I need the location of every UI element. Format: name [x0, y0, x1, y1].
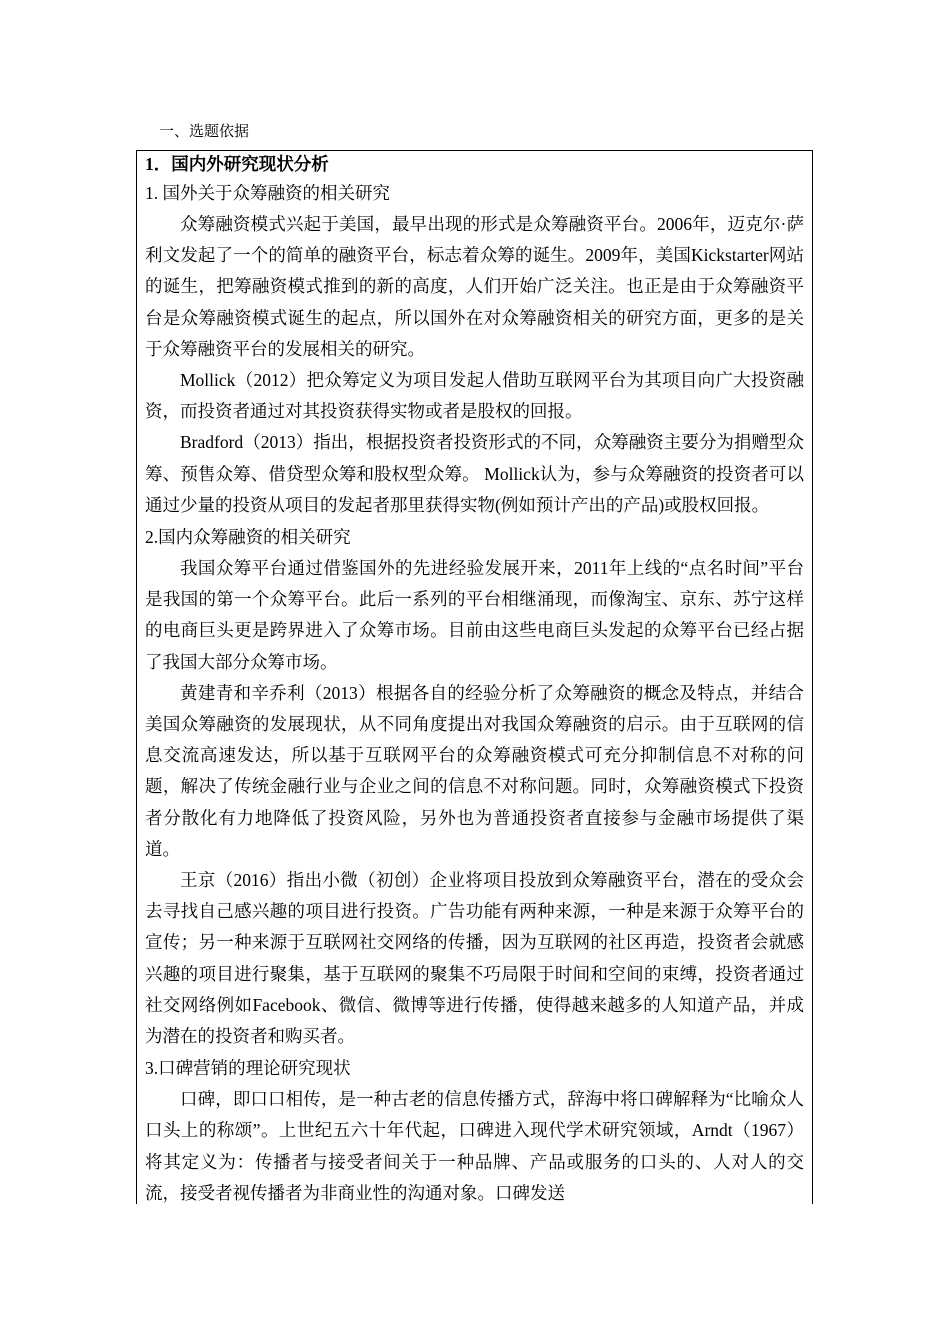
section-label: 一、选题依据 — [159, 124, 250, 140]
content-table-cell — [136, 150, 813, 1204]
paragraph: 众筹融资模式兴起于美国，最早出现的形式是众筹融资平台。2006年，迈克尔·萨利文发起了一个的简单的融资平台，标志着众筹的诞生。2009年，美国Kickstarter网站的诞生，把筹融资模式推到的新的高度，人们开始广泛关注。也正是由于众筹融资平台是众筹融资模式诞生的起点，所以国外在对众筹融资相关的研究方面，更多的是关于众筹融资平台的发展相关的研究。 — [145, 214, 804, 359]
section-heading-domestic: 2.国内众筹融资的相关研究 — [145, 527, 351, 548]
paragraph: Mollick（2012）把众筹定义为项目发起人借助互联网平台为其项目向广大投资融资，而投资者通过对其投资获得实物或者是股权的回报。 — [145, 370, 804, 422]
paragraph: 王京（2016）指出小微（初创）企业将项目投放到众筹融资平台，潜在的受众会去寻找自己感兴趣的项目进行投资。广告功能有两种来源，一种是来源于众筹平台的宣传；另一种来源于互联网社交网络的传播，因为互联网的社区再造，投资者会就感兴趣的项目进行聚集，基于互联网的聚集不巧局限于时间和空间的束缚，投资者通过社交网络例如Facebook、微信、微博等进行传播，使得越来越多的人知道产品，并成为潜在的投资者和购买者。 — [145, 870, 804, 1047]
paragraph: 我国众筹平台通过借鉴国外的先进经验发展开来，2011年上线的“点名时间”平台是我国的第一个众筹平台。此后一系列的平台相继涌现，而像淘宝、京东、苏宁这样的电商巨头更是跨界进入了众筹市场。目前由这些电商巨头发起的众筹平台已经占据了我国大部分众筹市场。 — [145, 558, 804, 672]
paragraph: 黄建青和辛乔利（2013）根据各自的经验分析了众筹融资的概念及特点，并结合美国众筹融资的发展现状，从不同角度提出对我国众筹融资的启示。由于互联网的信息交流高速发达，所以基于互联网平台的众筹融资模式可充分抑制信息不对称的问题，解决了传统金融行业与企业之间的信息不对称问题。同时，众筹融资模式下投资者分散化有力地降低了投资风险，另外也为普通投资者直接参与金融市场提供了渠道。 — [145, 682, 804, 859]
paragraph: 口碑，即口口相传，是一种古老的信息传播方式，辞海中将口碑解释为“比喻众人口头上的称颂”。上世纪五六十年代起，口碑进入现代学术研究领域，Arndt（1967）将其定义为：传播者与接受者间关于一种品牌、产品或服务的口头的、人对人的交流，接受者视传播者为非商业性的沟通对象。口碑发送 — [145, 1089, 804, 1203]
section-heading-word-of-mouth: 3.口碑营销的理论研究现状 — [145, 1058, 351, 1079]
box-title: 1．国内外研究现状分析 — [145, 154, 329, 174]
paragraph: Bradford（2013）指出，根据投资者投资形式的不同，众筹融资主要分为捐赠型众筹、预售众筹、借贷型众筹和股权型众筹。 Mollick认为，参与众筹融资的投资者可以通过少量的投资从项目的发起者那里获得实物(例如预计产出的产品)或股权回报。 — [145, 432, 804, 515]
section-heading-foreign: 1. 国外关于众筹融资的相关研究 — [145, 183, 390, 203]
